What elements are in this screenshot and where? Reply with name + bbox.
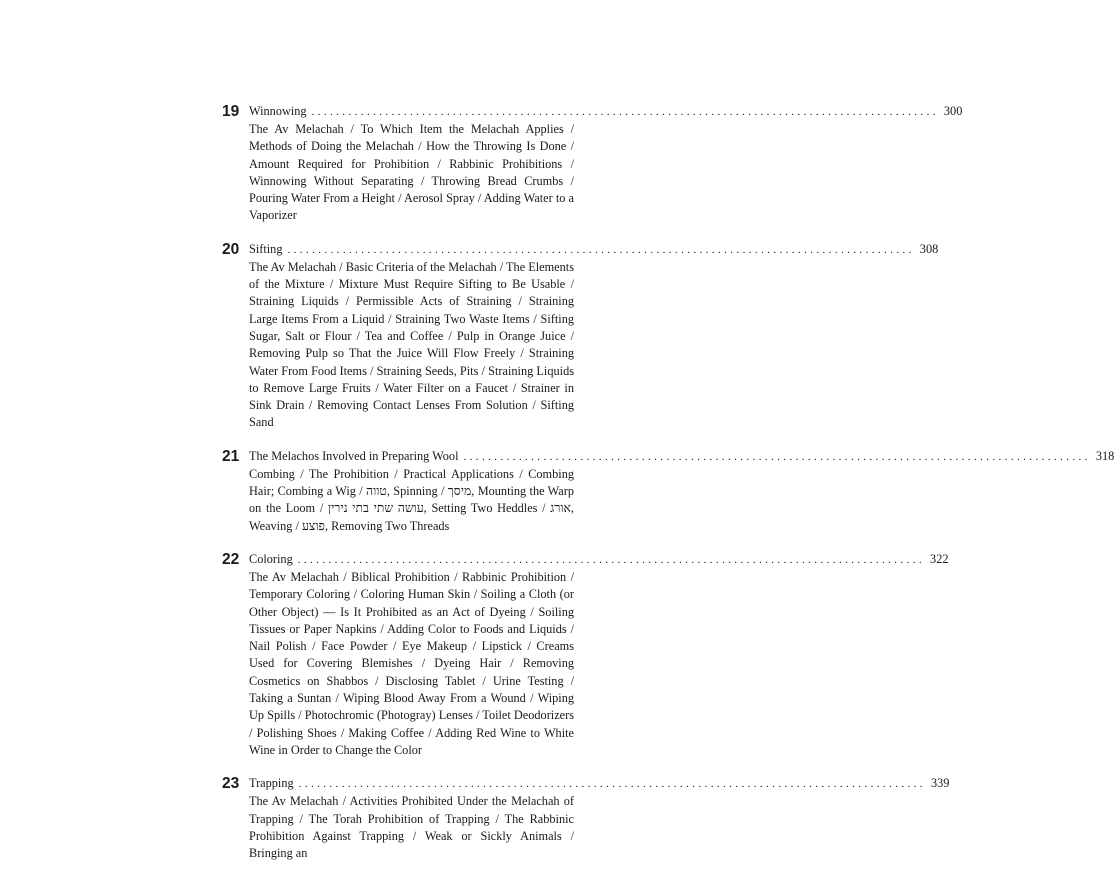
toc-entry-21 (222, 447, 1114, 535)
dot-leader: ...................................................................................................... (287, 243, 915, 256)
page-number: 318 (1095, 448, 1114, 463)
toc-entry-19 (222, 103, 963, 225)
entry-heading (249, 241, 939, 259)
chapter-number: 21 (222, 447, 240, 465)
page-number: 300 (943, 104, 963, 118)
chapter-topics: The Av Melachah / To Which Item the Melachah Applies / Methods of Doing the Melachah / How the Throwing Is Done / Amount Required for Prohibition / Rabbinic Prohibitions / Winnowing Without Separating / Throwing Bread Crumbs / Pouring Water From a Height / Aerosol Spray / Adding Water to a Vaporizer (249, 122, 574, 223)
table-of-contents (222, 103, 1114, 878)
chapter-topics: The Av Melachah / Basic Criteria of the Melachah / The Elements of the Mixture / Mixture Must Require Sifting to Be Usable / Straining Liquids / Permissible Acts of Straining / Straining Large Items From a Liquid / Straining Two Waste Items / Sifting Sugar, Salt or Flour / Tea and Coffee / Pulp in Orange Juice / Removing Pulp so That the Juice Will Flow Freely / Straining Water From Food Items / Straining Seeds, Pits / Straining Liquids to Remove Large Fruits / Water Filter on a Faucet / Strainer in Sink Drain / Removing Contact Lenses From Solution / Sifting Sand (249, 259, 574, 430)
chapter-title: The Melachos Involved in Preparing Wool (249, 448, 459, 463)
page-number: 308 (919, 241, 939, 256)
chapter-topics: The Av Melachah / Activities Prohibited Under the Melachah of Trapping / The Torah Prohibition of Trapping / The Rabbinic Prohibition Against Trapping / Weak or Sickly Animals / Bringing an (249, 794, 574, 861)
page-number: 322 (930, 551, 949, 566)
toc-entry-23 (222, 775, 950, 862)
dot-leader: ...................................................................................................... (297, 553, 926, 566)
chapter-topics: Combing / The Prohibition / Practical Applications / Combing Hair; Combing a Wig / טווה, Spinning / מיסך, Mounting the Warp on the Loom / עושה שתי בתי נירין, Setting Two Heddles / אורג, Weaving / פוצע, Removing Two Threads (249, 466, 574, 533)
chapter-title: Winnowing (249, 104, 307, 118)
toc-entry-20 (222, 240, 939, 432)
chapter-title: Trapping (249, 776, 294, 791)
chapter-number: 20 (222, 240, 240, 258)
chapter-title: Sifting (249, 241, 283, 256)
page-number: 339 (930, 776, 950, 791)
chapter-topics: The Av Melachah / Biblical Prohibition / Rabbinic Prohibition / Temporary Coloring / Coloring Human Skin / Soiling a Cloth (or Other Object) — Is It Prohibited as an Act of Dyeing / Soiling Tissues or Paper Napkins / Adding Color to Foods and Liquids / Nail Polish / Face Powder / Eye Makeup / Lipstick / Creams Used for Covering Blemishes / Dyeing Hair / Removing Cosmetics on Shabbos / Disclosing Tablet / Urine Testing / Taking a Suntan / Wiping Blood Away From a Wound / Wiping Up Spills / Photochromic (Photogray) Lenses / Toilet Deodorizers / Polishing Shoes / Making Coffee / Adding Red Wine to White Wine in Order to Change the Color (249, 569, 574, 757)
chapter-number: 19 (222, 103, 240, 120)
entry-heading (249, 775, 950, 793)
entry-heading (249, 103, 963, 121)
chapter-number: 23 (222, 775, 240, 793)
entry-heading (249, 551, 949, 569)
dot-leader: ...................................................................................................... (463, 450, 1091, 463)
chapter-number: 22 (222, 550, 240, 568)
toc-entry-22 (222, 550, 949, 759)
chapter-title: Coloring (249, 551, 293, 566)
entry-heading (249, 448, 1114, 466)
dot-leader: ...................................................................................................... (298, 778, 926, 791)
dot-leader: ...................................................................................................... (311, 106, 939, 118)
